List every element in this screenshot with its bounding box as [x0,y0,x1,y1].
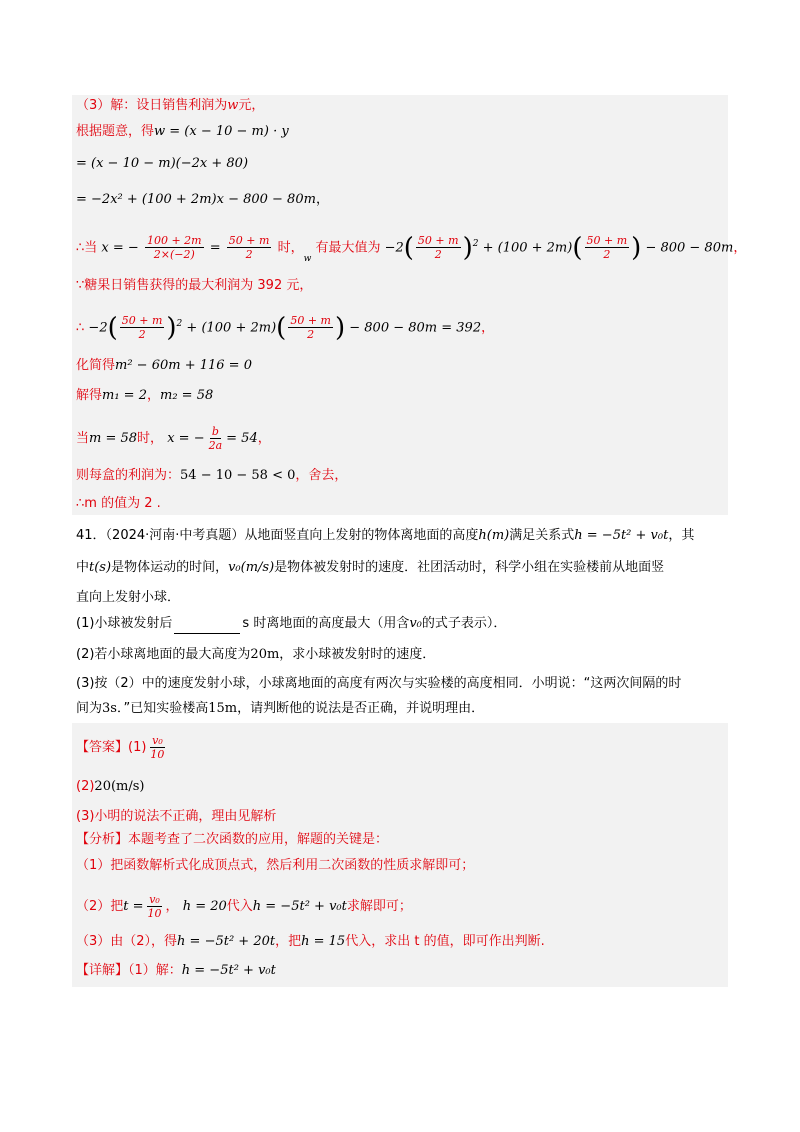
math-expr: w = (x − 10 − m) · y [154,124,289,139]
math-expr: t(s) [89,560,112,575]
fraction-denominator: 10 [147,907,162,920]
analysis-text: （1）把函数解析式化成顶点式，然后利用二次函数的性质求解即可； [76,858,475,873]
solution-text: ，舍去， [295,468,348,483]
question-text: 是物体运动的时间， [111,560,229,575]
solution-text: 有最大值为 [315,240,381,256]
solution-line-2 [76,122,289,142]
math-expr: 3s [102,701,117,716]
math-expr: 15m [208,701,238,716]
math-expr: 20m [250,647,280,662]
punct: ， [315,192,329,207]
analysis-text: 代入，求出 t 的值，即可作出判断. [345,934,545,949]
question-line-7 [76,699,484,719]
fraction-numerator: 50 + m [417,234,459,248]
punct: ， [257,431,271,446]
fraction [145,234,204,261]
solution-line-8 [76,356,252,376]
analysis-text: 代入 [226,899,253,914]
fraction [148,734,166,761]
solution-text: 化简得 [76,358,116,373]
question-text: 直向上发射小球． [76,590,181,605]
question-line-3 [76,588,180,608]
question-text: 间为 [76,701,103,716]
var-w: w [303,254,312,265]
fraction-denominator: 2 [307,328,315,342]
math-expr: −2 [88,320,108,336]
solution-line-1 [76,96,264,116]
question-text: 满足关系式 [509,528,575,543]
math-expr: + (100 + 2m) [482,240,573,256]
fraction-numerator: v₀ [149,893,160,906]
analysis-label [76,830,388,850]
math-expr: m² − 60m + 116 = 0 [115,358,252,373]
question-text: 中 [76,560,90,575]
math-expr: = [209,240,221,256]
math-expr: x = − [167,431,205,446]
math-expr: m₁ = 2 [102,388,147,403]
solution-text: 时， [137,431,164,446]
solution-line-9 [76,386,213,406]
solution-text: 根据题意，得 [76,124,155,139]
question-text: 是物体被发射时的速度．社团活动时，科学小组在实验楼前从地面竖 [274,560,665,575]
analysis-line-3 [76,932,545,952]
solution-line-4 [76,190,329,210]
fraction-denominator: 2a [208,439,223,452]
var-w: w [227,98,239,113]
math-expr: 20(m/s) [94,779,145,794]
fraction [416,234,461,261]
question-line-2 [76,558,664,578]
fraction [227,234,272,261]
question-line-6 [76,674,681,694]
punct: ， [165,899,179,914]
analysis-text: （2）把 [76,899,124,914]
question-text: ，求小球被发射时的速度． [279,647,436,662]
solution-text: ∴当 [76,240,98,256]
answer-line-3 [76,807,276,827]
fraction-denominator: 10 [150,748,165,761]
analysis-text: （3）由（2），得 [76,934,178,949]
solution-line-11 [76,466,347,486]
math-expr: 54 − 10 − 58 < 0 [180,468,296,483]
fraction-denominator: 2 [138,328,146,342]
question-text: 的式子表示）． [421,616,507,631]
analysis-line-1 [76,856,474,876]
answer-label: (2) [76,779,95,794]
solution-text: （3）解：设日销售利润为 [76,98,228,113]
question-text: ，请判断他的说法是否正确，并说明理由． [237,701,485,716]
solution-text: ∵糖果日销售获得的最大利润为 392 元， [76,278,313,293]
question-text: ，其 [668,528,695,543]
solution-text: 则每盒的利润为： [76,468,181,483]
question-text: s 时离地面的高度最大（用含 [242,616,410,631]
math-expr: = −2x² + (100 + 2m)x − 800 − 80m [76,192,316,207]
fraction-numerator: 50 + m [228,234,270,248]
math-expr: v₀ [409,616,422,631]
math-expr: t = [123,899,144,914]
question-text: (3)按（2）中的速度发射小球，小球离地面的高度有两次与实验楼的高度相同．小明说：“这两次间隔的时 [76,676,682,691]
solution-line-6 [76,276,312,296]
solution-text: ∴m 的值为 2 . [76,496,161,511]
answer-line-2 [76,777,145,797]
fraction-numerator: 100 + 2m [146,234,202,248]
solution-text: 元， [238,98,265,113]
math-expr: h = −5t² + v₀t [181,963,276,978]
question-line-1 [76,526,694,546]
solution-text: 时， [277,240,304,256]
solution-text: 解得 [76,388,103,403]
math-expr: h = 15 [301,934,346,949]
fraction-numerator: v₀ [152,734,163,747]
detail-label: 【详解】（1）解： [76,963,182,978]
answer-blank [174,619,240,634]
fraction [207,425,225,452]
fraction-numerator: 50 + m [290,314,331,328]
math-expr: h = −5t² + 20t [177,934,276,949]
answer-label: 【答案】(1) [76,740,147,755]
math-expr: h = 20 [182,899,227,914]
solution-line-7: ∴ −2( $\frac{50 + m}{2}$ )$^2$ + (100 + 2m)( $\frac{50 + m}{2}$ ) − 800 − 80m = 392， [76,312,495,343]
math-expr: = 54 [226,431,258,446]
math-expr: + (100 + 2m) [186,320,277,336]
analysis-text: 求解即可； [346,899,412,914]
math-expr: m₂ = 58 [160,388,214,403]
fraction-denominator: 2×(−2) [153,248,195,262]
math-expr: v₀(m/s) [228,560,275,575]
solution-text: ∴ [76,320,85,336]
fraction [288,314,333,341]
fraction [120,314,165,341]
solution-line-10 [76,425,271,452]
analysis-line-2 [76,893,412,920]
math-expr: h = −5t² + v₀t [252,899,347,914]
math-expr: x = − [101,240,139,256]
question-text: 41．（2024·河南·中考真题）从地面竖直向上发射的物体离地面的高度 [76,528,479,543]
math-expr: − 800 − 80m = 392 [349,320,482,336]
math-expr: h = −5t² + v₀t [574,528,669,543]
analysis-text: 【分析】本题考查了二次函数的应用，解题的关键是： [76,832,389,847]
fraction [146,893,164,920]
answer-text: (3)小明的说法不正确，理由见解析 [76,809,277,824]
detail-line-1 [76,961,276,981]
solution-line-5: ∴当 x = − $\frac{100 + 2m}{2\times(-2)}$ = $\frac{50 + m}{2}$ 时，$_w$ 有最大值为 −2( $\frac{50 + m}{2}$ )$^2$ + (100 + 2m)( $\frac{50 + m}{2}$ ) − 800 − 80m， [76,232,747,265]
solution-text: 当 [76,431,90,446]
question-text: (2)若小球离地面的最大高度为 [76,647,251,662]
fraction-numerator: b [211,425,219,438]
punct: ， [146,388,160,403]
question-line-4 [76,614,506,634]
answer-line-1 [76,734,168,761]
question-text: ．”已知实验楼高 [116,701,209,716]
punct: ， [481,320,495,336]
fraction-denominator: 2 [434,248,442,262]
math-expr: h(m) [478,528,510,543]
math-expr: − 800 − 80m [645,240,734,256]
fraction-denominator: 2 [245,248,253,262]
question-line-5 [76,645,435,665]
solution-line-12 [76,494,161,514]
solution-line-3 [76,154,248,174]
question-text: (1)小球被发射后 [76,616,173,631]
math-expr: −2 [384,240,404,256]
punct: ， [733,240,747,256]
fraction [585,234,630,261]
fraction-numerator: 50 + m [121,314,163,328]
fraction-numerator: 50 + m [586,234,628,248]
analysis-text: ，把 [275,934,302,949]
math-expr: m = 58 [89,431,138,446]
math-expr: = (x − 10 − m)(−2x + 80) [76,156,249,171]
fraction-denominator: 2 [603,248,611,262]
